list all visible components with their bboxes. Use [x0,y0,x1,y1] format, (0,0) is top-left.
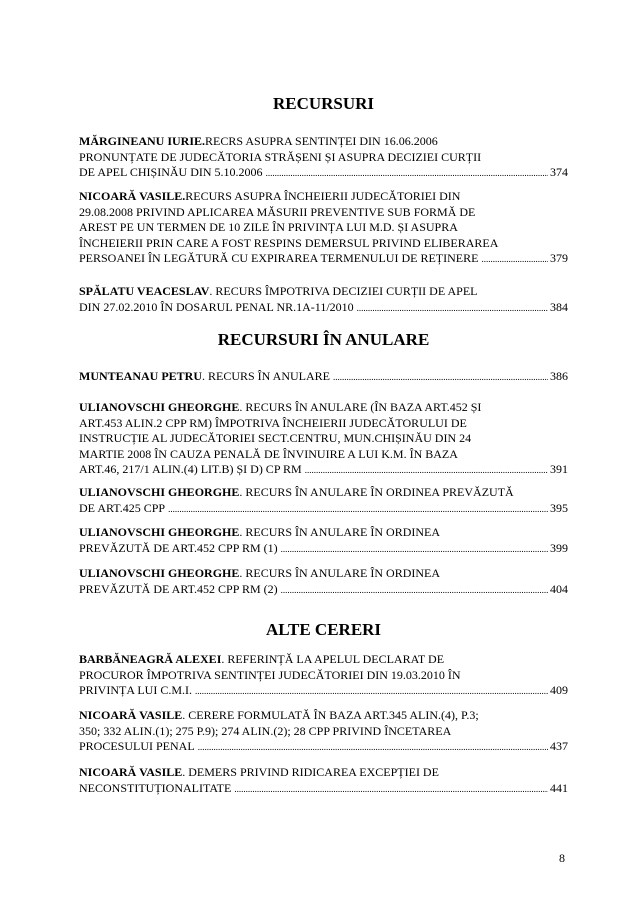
entry-line [79,205,568,221]
entry-line [79,284,568,300]
entry-line [79,165,568,181]
entry-text: . RECURS ÎN ANULARE ÎN ORDINEA PREVĂZUTĂ [239,485,514,499]
leader-dots [198,740,548,756]
entry-text: DE APEL CHIȘINĂU DIN 5.10.2006 [79,165,263,179]
entry-author: ULIANOVSCHI GHEORGHE [79,525,240,539]
entry-line [79,150,568,166]
entry-line [79,400,568,416]
entry-page-number: 379 [550,251,568,265]
entry-author: SPĂLATU VEACESLAV [79,284,210,298]
entry-page-number: 404 [550,581,568,596]
entry-line [79,652,568,668]
entry-text: INSTRUCȚIE AL JUDECĂTORIEI SECT.CENTRU, MUN.CHIȘINĂU DIN 24 [79,431,472,445]
page-number: 8 [559,851,565,865]
entry-text: RECURS ASUPRA ÎNCHEIERII JUDECĂTORIEI DIN [185,189,461,203]
entry-line [79,739,568,755]
entry-line [79,485,568,501]
section-title-recursuri-in-anulare: RECURSURI ÎN ANULARE [217,330,430,349]
entry-text: . RECURS ÎN ANULARE ÎN ORDINEA [239,525,441,539]
entry-text: PREVĂZUTĂ DE ART.452 CPP RM (2) [79,581,278,596]
entry-page-number: 437 [550,739,568,753]
leader-dots [168,502,548,518]
leader-dots [481,252,548,268]
toc-entry[interactable] [79,369,568,385]
toc-entry[interactable] [79,652,568,699]
leader-dots [281,542,548,558]
entry-page-number: 384 [550,299,568,314]
entry-page-number: 391 [550,462,568,476]
entry-text: . RECURS ÎN ANULARE [202,369,331,383]
entry-text: . DEMERS PRIVIND RIDICAREA EXCEPȚIEI DE [182,765,439,779]
entry-text: ART.46, 217/1 ALIN.(4) LIT.B) ȘI D) CP RM [79,462,302,476]
entry-line [79,431,568,447]
entry-line [79,501,568,517]
entry-text: NECONSTITUȚIONALITATE [79,780,232,795]
toc-entry[interactable] [79,566,568,597]
entry-text: MARTIE 2008 ÎN CAUZA PENALĂ DE ÎNVINUIRE A LUI K.M. ÎN BAZA [79,446,458,461]
entry-text: PROCESULUI PENAL [79,739,195,753]
entry-line [79,683,568,699]
entry-text: . RECURS ÎN ANULARE (ÎN BAZA ART.452 ȘI [239,400,482,414]
entry-text: DIN 27.02.2010 ÎN DOSARUL PENAL NR.1A-11/2010 [79,299,354,314]
section-title-recursuri: RECURSURI [272,94,375,113]
entry-text: PRONUNȚATE DE JUDECĂTORIA STRĂȘENI ȘI ASUPRA DECIZIEI CURȚII [79,149,482,164]
entry-text: . RECURS ÎN ANULARE ÎN ORDINEA [239,566,441,580]
entry-text: 350; 332 ALIN.(1); 275 P.9); 274 ALIN.(2); 28 CPP PRIVIND ÎNCETAREA [79,723,452,738]
entry-text: PERSOANEI ÎN LEGĂTURĂ CU EXPIRAREA TERMENULUI DE REȚINERE [79,251,479,265]
entry-line [79,251,568,267]
entry-author: ULIANOVSCHI GHEORGHE [79,400,240,414]
entry-text: . RECURS ÎMPOTRIVA DECIZIEI CURȚII DE APEL [209,284,478,298]
entry-author: NICOARĂ VASILE [79,765,183,779]
entry-author: BARBĂNEAGRĂ ALEXEI [79,652,222,666]
entry-text: AREST PE UN TERMEN DE 10 ZILE ÎN PRIVINȚA LUI M.D. ȘI ASUPRA [79,220,458,234]
entry-line [79,668,568,684]
entry-line [79,369,568,385]
section-title-alte-cereri: ALTE CERERI [265,620,382,639]
entry-line [79,220,568,236]
entry-line [79,134,568,150]
entry-line [79,724,568,740]
entry-author: ULIANOVSCHI GHEORGHE [79,566,240,580]
entry-text: RECRS ASUPRA SENTINȚEI DIN 16.06.2006 [205,134,438,148]
entry-page-number: 374 [550,165,568,179]
toc-entry[interactable] [79,284,568,315]
entry-author: MĂRGINEANU IURIE. [79,134,206,148]
leader-dots [266,166,548,182]
entry-line [79,189,568,205]
entry-line [79,447,568,463]
entry-page-number: 395 [550,500,568,515]
entry-line [79,525,568,541]
entry-line [79,416,568,432]
entry-line [79,765,568,781]
toc-entry[interactable] [79,189,568,267]
entry-line [79,566,568,582]
leader-dots [357,301,548,317]
entry-line [79,781,568,797]
toc-entry[interactable] [79,525,568,556]
entry-line [79,300,568,316]
leader-dots [333,370,548,386]
entry-text: DE ART.425 CPP [79,500,166,515]
toc-entry[interactable] [79,765,568,796]
entry-text: ÎNCHEIERII PRIN CARE A FOST RESPINS DEMERSUL PRIVIND ELIBERAREA [79,235,499,250]
entry-author: MUNTEANAU PETRU [79,369,202,383]
toc-entry[interactable] [79,708,568,755]
toc-entry[interactable] [79,134,568,181]
toc-entry[interactable] [79,400,568,478]
toc-entry[interactable] [79,485,568,516]
leader-dots [195,684,548,700]
entry-line [79,462,568,478]
entry-text: ART.453 ALIN.2 CPP RM) ÎMPOTRIVA ÎNCHEIERII JUDECĂTORULUI DE [79,415,467,430]
entry-author: ULIANOVSCHI GHEORGHE [79,485,240,499]
entry-line [79,541,568,557]
entry-line [79,582,568,598]
entry-text: . REFERINȚĂ LA APELUL DECLARAT DE [221,652,445,666]
entry-line [79,708,568,724]
entry-text: PRIVINȚA LUI C.M.I. [79,683,192,697]
leader-dots [281,583,548,599]
entry-text: PROCUROR ÎMPOTRIVA SENTINȚEI JUDECĂTORIEI DIN 19.03.2010 ÎN [79,667,461,682]
entry-page-number: 409 [550,683,568,697]
entry-text: PREVĂZUTĂ DE ART.452 CPP RM (1) [79,540,278,555]
entry-page-number: 399 [550,540,568,555]
entry-author: NICOARĂ VASILE [79,708,183,722]
entry-page-number: 441 [550,780,568,795]
leader-dots [234,782,548,798]
entry-line [79,236,568,252]
entry-text: . CERERE FORMULATĂ ÎN BAZA ART.345 ALIN.(4), P.3; [182,708,479,722]
entry-text: 29.08.2008 PRIVIND APLICAREA MĂSURII PREVENTIVE SUB FORMĂ DE [79,204,476,219]
leader-dots [305,463,548,479]
entry-author: NICOARĂ VASILE. [79,189,186,203]
entry-page-number: 386 [550,369,568,383]
